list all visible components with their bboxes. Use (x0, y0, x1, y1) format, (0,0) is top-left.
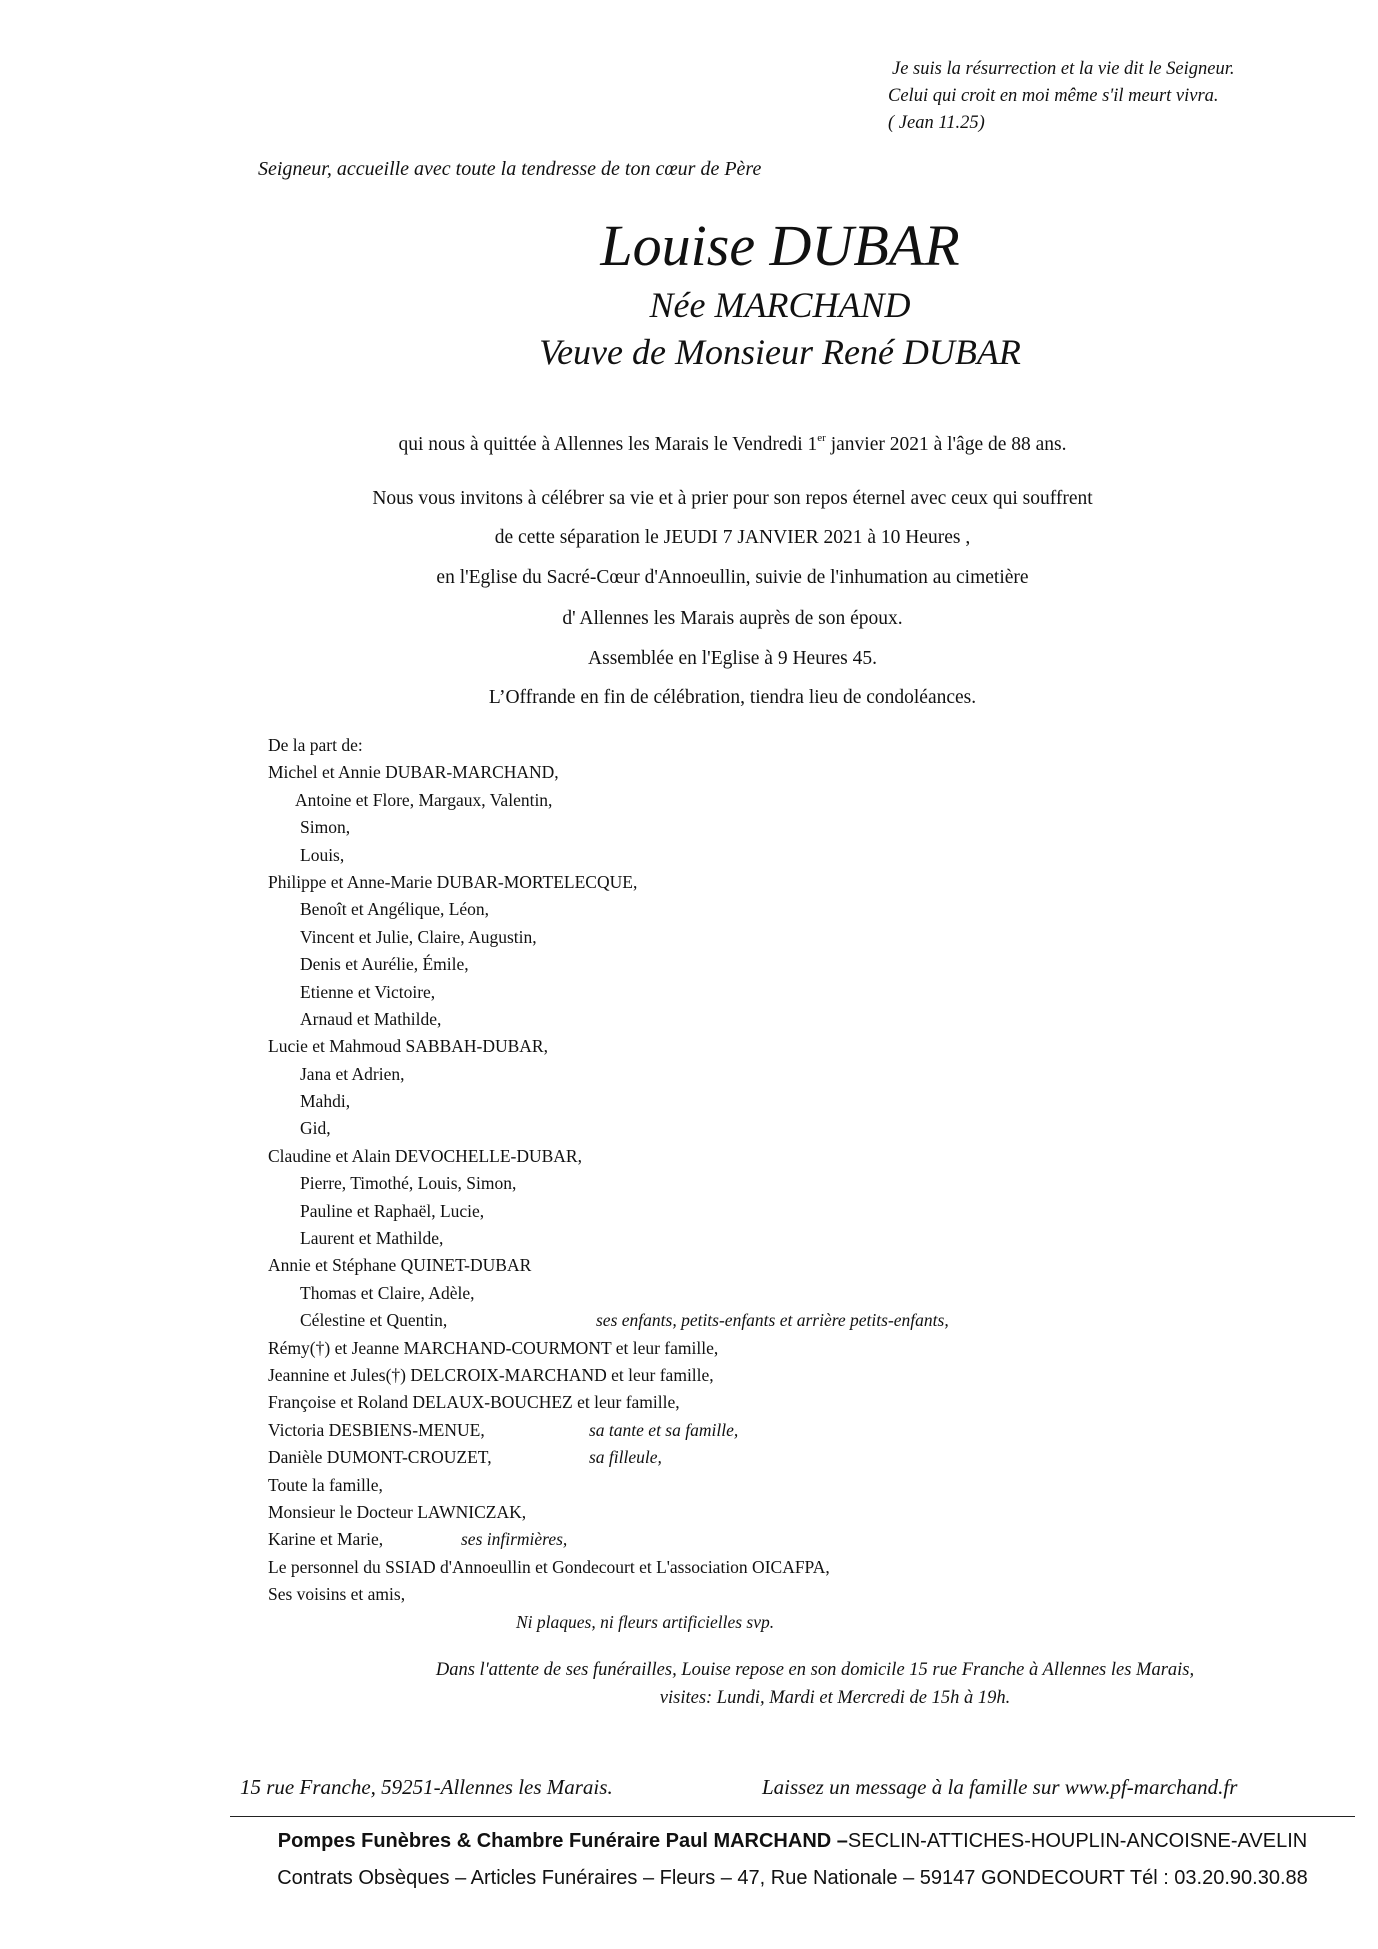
family-line: Pierre, Timothé, Louis, Simon, (300, 1173, 517, 1194)
family-line: Le personnel du SSIAD d'Annoeullin et Gondecourt et L'association OICAFPA, (268, 1556, 830, 1577)
family-line: Lucie et Mahmoud SABBAH-DUBAR, (268, 1036, 548, 1057)
family-line: Thomas et Claire, Adèle, (300, 1282, 475, 1303)
family-line: Claudine et Alain DEVOCHELLE-DUBAR, (268, 1145, 582, 1166)
relation-tag-nurses: ses infirmières, (461, 1529, 568, 1550)
epigraph-line-1: Je suis la résurrection et la vie dit le Seigneur. (892, 59, 1235, 79)
visitation-line-1: Dans l'attente de ses funérailles, Louise repose en son domicile 15 rue Franche à Allennes les Marais, (435, 1660, 1195, 1680)
family-line-with-tag (268, 1526, 830, 1553)
relation-tag-aunt: sa tante et sa famille, (589, 1419, 739, 1440)
deceased-name: Louise DUBAR (600, 213, 960, 278)
family-line: Ses voisins et amis, (268, 1584, 406, 1605)
family-line-with-tag (268, 1444, 830, 1471)
family-line: Françoise et Roland DELAUX-BOUCHEZ et leur famille, (268, 1392, 680, 1413)
family-line: Annie et Stéphane QUINET-DUBAR (268, 1255, 532, 1276)
family-line: Toute la famille, (268, 1474, 383, 1495)
family-line-with-tag (268, 1307, 949, 1334)
invitation-line-3: en l'Eglise du Sacré-Cœur d'Annoeullin, suivie de l'inhumation au cimetière (436, 567, 1029, 588)
family-line: Pauline et Raphaël, Lucie, (300, 1200, 485, 1221)
message-link[interactable]: Laissez un message à la famille sur www.pf-marchand.fr (762, 1775, 1238, 1799)
family-line: Laurent et Mathilde, (300, 1228, 444, 1249)
death-announcement-suffix: janvier 2021 à l'âge de 88 ans. (825, 434, 1067, 455)
epigraph-reference: ( Jean 11.25) (888, 113, 985, 133)
invocation: Seigneur, accueille avec toute la tendresse de ton cœur de Père (258, 158, 762, 180)
no-flowers-row (268, 1609, 830, 1636)
family-line: Arnaud et Mathilde, (300, 1008, 442, 1029)
epigraph-line-2: Celui qui croit en moi même s'il meurt vivra. (888, 86, 1219, 106)
family-line: Jana et Adrien, (300, 1063, 405, 1084)
maiden-name: Née MARCHAND (649, 285, 911, 325)
assembly-time: Assemblée en l'Eglise à 9 Heures 45. (588, 648, 877, 669)
family-line: Rémy(†) et Jeanne MARCHAND-COURMONT et leur famille, (268, 1337, 719, 1358)
family-line: Mahdi, (300, 1091, 351, 1112)
family-address: 15 rue Franche, 59251-Allennes les Marais. (240, 1775, 613, 1799)
family-line: Denis et Aurélie, Émile, (300, 954, 469, 975)
family-line: Philippe et Anne-Marie DUBAR-MORTELECQUE, (268, 871, 638, 892)
family-line: Louis, (300, 844, 345, 865)
family-line: Monsieur le Docteur LAWNICZAK, (268, 1501, 527, 1522)
company-name (230, 1830, 1355, 1853)
family-line: Michel et Annie DUBAR-MARCHAND, (268, 762, 559, 783)
invitation-line-4: d' Allennes les Marais auprès de son époux. (562, 608, 903, 629)
invitation-line-1: Nous vous invitons à célébrer sa vie et à prier pour son repos éternel avec ceux qui souffrent (372, 488, 1093, 509)
company-contracts: Contrats Obsèques – Articles Funéraires – Fleurs – 47, Rue Nationale – 59147 GONDECOURT Tél : 03.20.90.30.88 (277, 1867, 1308, 1889)
family-line: Jeannine et Jules(†) DELCROIX-MARCHAND et leur famille, (268, 1364, 714, 1385)
family-line: Célestine et Quentin, (300, 1310, 448, 1331)
company-name-bold: Pompes Funèbres & Chambre Funéraire Paul MARCHAND – (277, 1830, 848, 1852)
death-announcement-prefix: qui nous à quittée à Allennes les Marais le Vendredi 1 (398, 434, 818, 455)
family-line: Vincent et Julie, Claire, Augustin, (300, 926, 537, 947)
no-flowers-note: Ni plaques, ni fleurs artificielles svp. (516, 1611, 775, 1632)
ordinal-suffix: er (817, 432, 826, 444)
offering-note: L’Offrande en fin de célébration, tiendra lieu de condoléances. (488, 687, 977, 708)
widow-of: Veuve de Monsieur René DUBAR (539, 332, 1021, 372)
footer-divider (230, 1816, 1355, 1817)
family-line: Victoria DESBIENS-MENUE, (268, 1419, 485, 1440)
family-intro: De la part de: (268, 735, 363, 755)
family-line: Karine et Marie, (268, 1529, 384, 1550)
relation-tag-goddaughter: sa filleule, (589, 1447, 662, 1468)
death-announcement (250, 432, 1215, 456)
family-line: Etienne et Victoire, (300, 981, 436, 1002)
family-line: Antoine et Flore, Margaux, Valentin, (295, 789, 553, 810)
family-line: Simon, (300, 817, 351, 838)
company-towns: SECLIN-ATTICHES-HOUPLIN-ANCOISNE-AVELIN (847, 1830, 1308, 1852)
family-line-with-tag (268, 1417, 830, 1444)
family-line: Danièle DUMONT-CROUZET, (268, 1447, 492, 1468)
epigraph (888, 56, 1235, 137)
visitation-line-2: visites: Lundi, Mardi et Mercredi de 15h à 19h. (659, 1688, 1011, 1708)
family-list (268, 732, 949, 1636)
family-line: Gid, (300, 1118, 331, 1139)
relation-tag-grandchildren: ses enfants, petits-enfants et arrière petits-enfants, (596, 1310, 949, 1331)
visitation-info (390, 1656, 1240, 1712)
invitation-line-2: de cette séparation le JEUDI 7 JANVIER 2021 à 10 Heures , (494, 527, 971, 548)
family-line: Benoît et Angélique, Léon, (300, 899, 490, 920)
